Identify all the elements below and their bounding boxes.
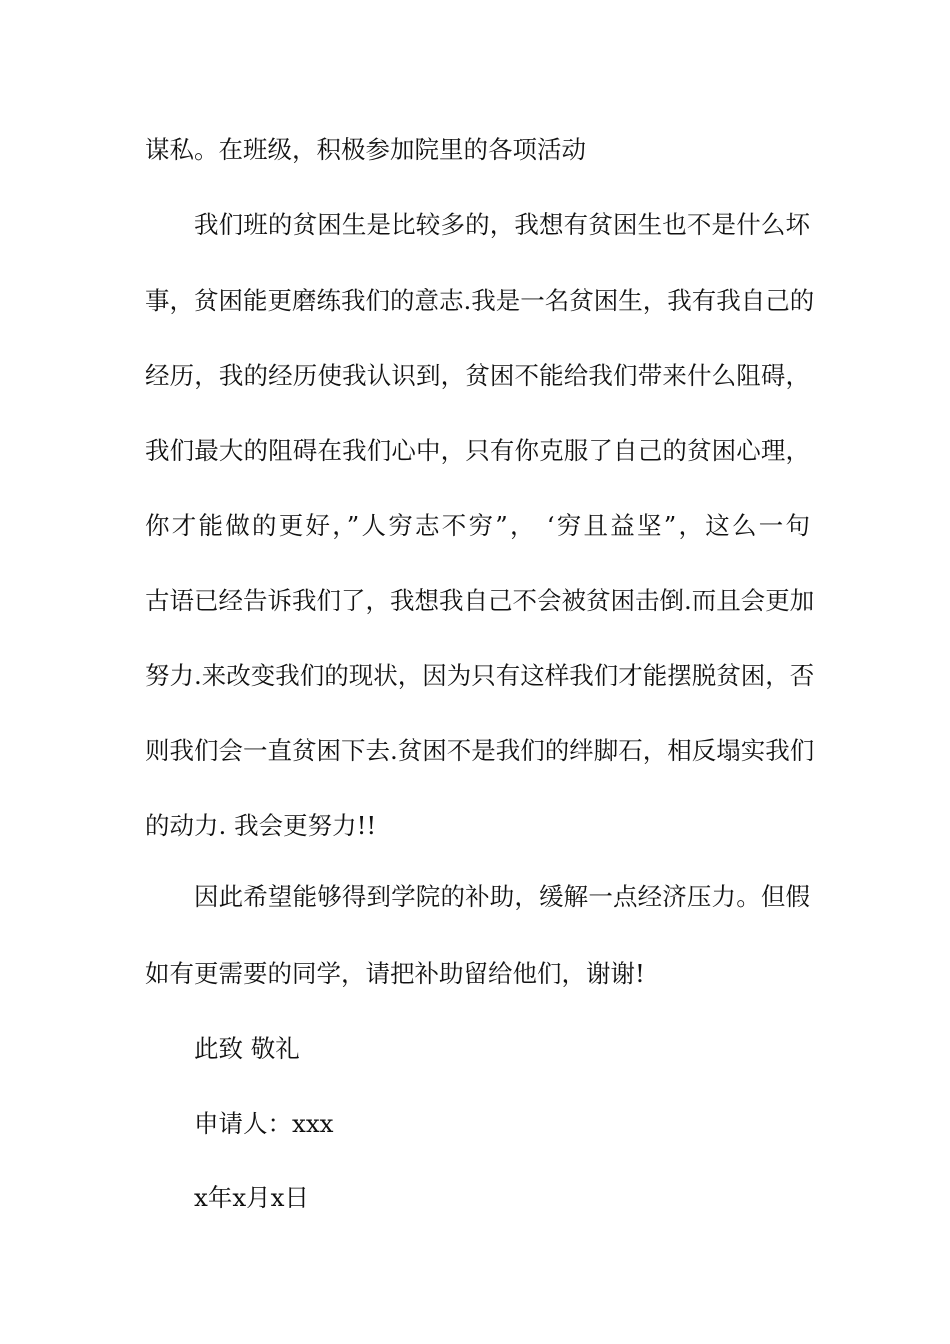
paragraph-line-9: 则我们会一直贫困下去.贫困不是我们的绊脚石，相反塌实我们 <box>145 736 815 765</box>
paragraph-line-5: 我们最大的阻碍在我们心中，只有你克服了自己的贫困心理， <box>145 436 810 465</box>
closing-salutation: 此致 敬礼 <box>194 1034 300 1063</box>
paragraph-line-10: 的动力. 我会更努力!! <box>145 811 377 840</box>
paragraph-line-1: 谋私。在班级，积极参加院里的各项活动 <box>145 135 586 164</box>
applicant-signature: 申请人：xxx <box>194 1109 334 1138</box>
paragraph-line-7: 古语已经告诉我们了，我想我自己不会被贫困击倒.而且会更加 <box>145 586 815 615</box>
paragraph-line-11: 因此希望能够得到学院的补助，缓解一点经济压力。但假 <box>194 882 810 911</box>
paragraph-line-6: 你才能做的更好，”人穷志不穷”， ‘穷且益坚”，这么一句 <box>145 511 810 540</box>
paragraph-line-12: 如有更需要的同学，请把补助留给他们，谢谢! <box>145 959 645 988</box>
paragraph-line-8: 努力.来改变我们的现状，因为只有这样我们才能摆脱贫困，否 <box>145 661 815 690</box>
paragraph-line-3: 事，贫困能更磨练我们的意志.我是一名贫困生，我有我自己的 <box>145 286 815 315</box>
paragraph-line-4: 经历，我的经历使我认识到，贫困不能给我们带来什么阻碍， <box>145 361 810 390</box>
paragraph-line-2: 我们班的贫困生是比较多的，我想有贫困生也不是什么坏 <box>194 210 810 239</box>
signature-date: x年x月x日 <box>194 1183 309 1212</box>
